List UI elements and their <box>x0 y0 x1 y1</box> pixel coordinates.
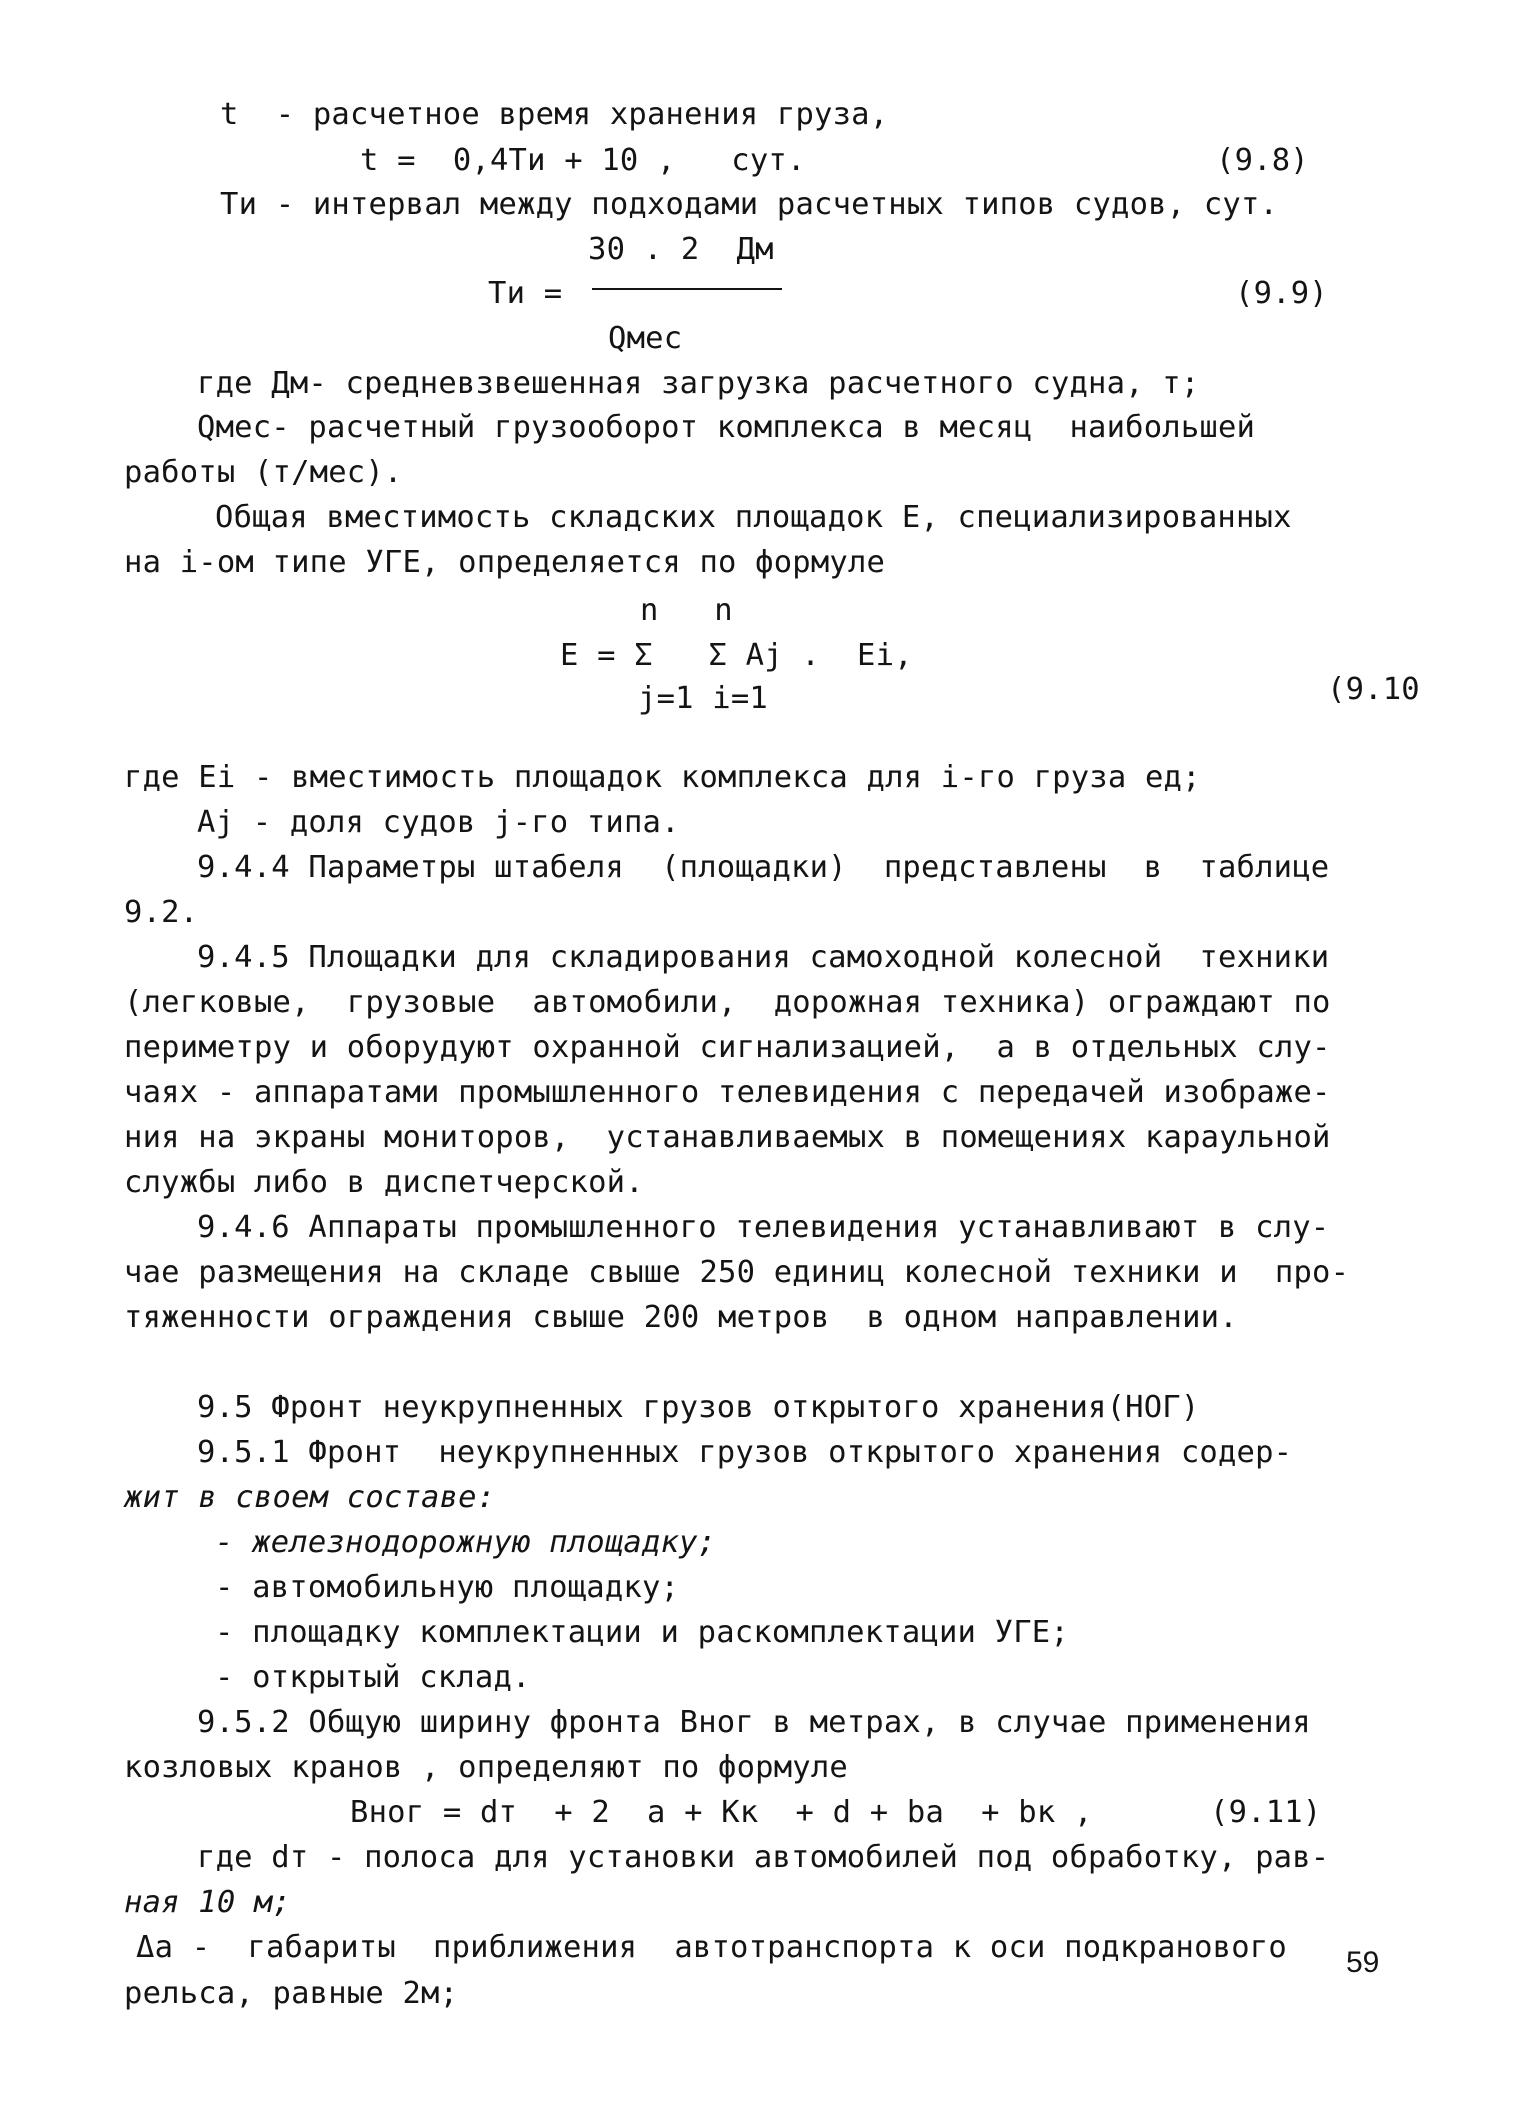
text-line: периметру и оборудуют охранной сигнализацией, а в отдельных слу- <box>124 1030 1331 1065</box>
text-line: где Дм- средневзвешенная загрузка расчетного судна, т; <box>197 366 1200 401</box>
text-line: Aj - доля судов j-го типа. <box>197 805 680 840</box>
text-line: 9.4.6 Аппараты промышленного телевидения устанавливают в слу- <box>197 1210 1330 1245</box>
text-line: 9.2. <box>124 895 199 930</box>
text-line: Qмес- расчетный грузооборот комплекса в месяц наибольшей <box>197 410 1256 445</box>
page-number: 59 <box>1346 1946 1380 1979</box>
text-line: службы либо в диспетчерской. <box>124 1165 644 1200</box>
text-line: 9.5.2 Общую ширину фронта Вног в метрах, в случае применения <box>197 1705 1311 1740</box>
equation-number: (9.9) <box>1235 276 1328 311</box>
text-line: где dт - полоса для установки автомобилей под обработку, рав- <box>197 1840 1330 1875</box>
formula-9-9-lhs: Ти = <box>488 276 563 311</box>
text-line: (легковые, грузовые автомобили, дорожная техника) ограждают по <box>124 985 1331 1020</box>
formula-9-10-upper-limits: n n <box>640 593 733 628</box>
text-line: чаях - аппаратами промышленного телевидения с передачей изображе- <box>124 1075 1331 1110</box>
text-line: где Ei - вместимость площадок комплекса для i-го груза ед; <box>124 760 1201 795</box>
text-line: Ти - интервал между подходами расчетных типов судов, сут. <box>220 187 1279 222</box>
text-line: тяженности ограждения свыше 200 метров в одном направлении. <box>124 1300 1238 1335</box>
text-line: жит в своем составе: <box>124 1480 496 1515</box>
text-line: 9.4.5 Площадки для складирования самоходной колесной техники <box>197 940 1330 975</box>
text-line: t - расчетное время хранения груза, <box>220 97 889 132</box>
text-line: работы (т/мес). <box>124 455 403 490</box>
list-item: - железнодорожную площадку; <box>215 1525 717 1560</box>
section-heading: 9.5 Фронт неукрупненных грузов открытого хранения(НОГ) <box>197 1390 1200 1425</box>
text-line: ная 10 м; <box>124 1885 292 1920</box>
fraction-bar <box>592 288 782 290</box>
text-line: Общая вместимость складских площадок Е, специализированных <box>215 500 1292 535</box>
text-line: 9.4.4 Параметры штабеля (площадки) представлены в таблице <box>197 850 1330 885</box>
text-line: на i-ом типе УГЕ, определяется по формуле <box>124 545 886 580</box>
text-line: чае размещения на складе свыше 250 единиц колесной техники и про- <box>124 1255 1350 1290</box>
text-line: 9.5.1 Фронт неукрупненных грузов открытого хранения содер- <box>197 1435 1293 1470</box>
formula-9-9-denominator: Qмес <box>608 321 683 356</box>
text-line: ния на экраны мониторов, устанавливаемых в помещениях караульной <box>124 1120 1331 1155</box>
list-item: - открытый склад. <box>215 1660 531 1695</box>
list-item: - площадку комплектации и раскомплектации УГЕ; <box>215 1615 1069 1650</box>
equation-number: (9.8) <box>1216 143 1309 178</box>
text-line: Δa - габариты приближения автотранспорта к оси подкранового <box>136 1930 1287 1965</box>
formula-9-10-lower-limits: j=1 i=1 <box>638 681 768 716</box>
formula-9-11: Вног = dт + 2 a + Кк + d + bа + bк , <box>350 1795 1093 1830</box>
list-item: - автомобильную площадку; <box>215 1570 680 1605</box>
formula-9-9-numerator: 30 . 2 Дм <box>588 232 774 267</box>
equation-number: (9.10 <box>1327 672 1420 707</box>
equation-number: (9.11) <box>1210 1795 1322 1830</box>
formula-9-8: t = 0,4Ти + 10 , сут. <box>360 143 806 178</box>
formula-9-10: E = Σ Σ Aj . Ei, <box>560 638 913 673</box>
text-line: рельса, равные 2м; <box>124 1976 459 2011</box>
text-line: козловых кранов , определяют по формуле <box>124 1750 848 1785</box>
